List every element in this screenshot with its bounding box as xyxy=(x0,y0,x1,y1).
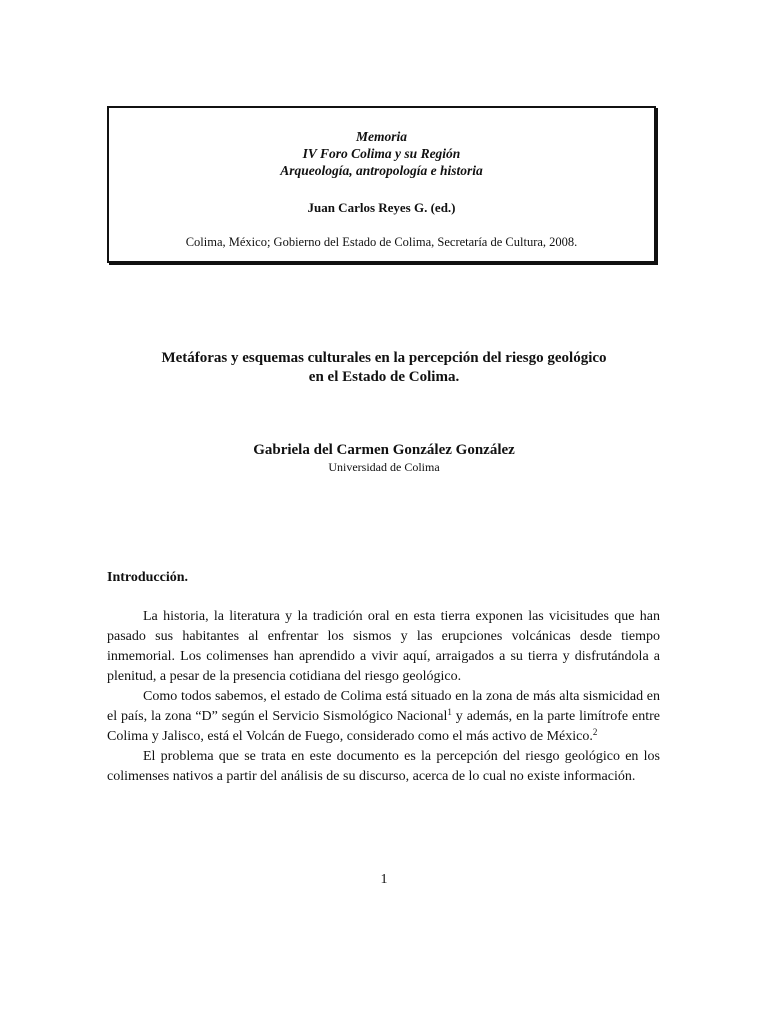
footnote-ref-2[interactable]: 2 xyxy=(592,727,598,737)
publication-header-box xyxy=(107,106,656,263)
footnote-ref-1[interactable]: 1 xyxy=(447,707,452,717)
author-affiliation: Universidad de Colima xyxy=(328,460,440,474)
section-heading: Introducción. xyxy=(107,570,189,585)
body-text xyxy=(107,607,660,787)
page-number: 1 xyxy=(380,872,388,887)
article-title-line-1: Metáforas y esquemas culturales en la percepción del riesgo geológico xyxy=(161,350,607,366)
forum-title: IV Foro Colima y su Región xyxy=(302,146,461,161)
publication-line: Colima, México; Gobierno del Estado de Colima, Secretaría de Cultura, 2008. xyxy=(185,235,578,249)
editor-line: Juan Carlos Reyes G. (ed.) xyxy=(307,200,456,215)
memoria-label: Memoria xyxy=(355,129,407,144)
paragraph-2-text-a: Como todos sabemos, el estado de Colima está situado en la zona de más alta sismicidad en el país, la zona “D” según el Servicio Sismológico Nacional xyxy=(107,689,660,724)
author-name: Gabriela del Carmen González González xyxy=(253,442,515,458)
paragraph-1: La historia, la literatura y la tradición oral en esta tierra exponen las vicisitudes que han pasado sus habitantes al enfrentar los sismos y las erupciones volcánicas desde tiempo inmemorial. Los colimenses han aprendido a vivir aquí, arraigados a su tierra y disfrutándola a plenitud, a pesar de la presencia cotidiana del riesgo geológico. xyxy=(107,609,660,684)
paragraph-2 xyxy=(107,687,660,747)
forum-subtitle: Arqueología, antropología e historia xyxy=(280,163,483,178)
article-title-line-2: en el Estado de Colima. xyxy=(308,369,460,385)
paragraph-3: El problema que se trata en este documento es la percepción del riesgo geológico en los colimenses nativos a partir del análisis de su discurso, acerca de lo cual no existe información. xyxy=(107,749,660,784)
paragraph-2-text-b: y además, en la parte limítrofe entre Colima y Jalisco, está el Volcán de Fuego, considerado como el más activo de México. xyxy=(107,709,660,744)
